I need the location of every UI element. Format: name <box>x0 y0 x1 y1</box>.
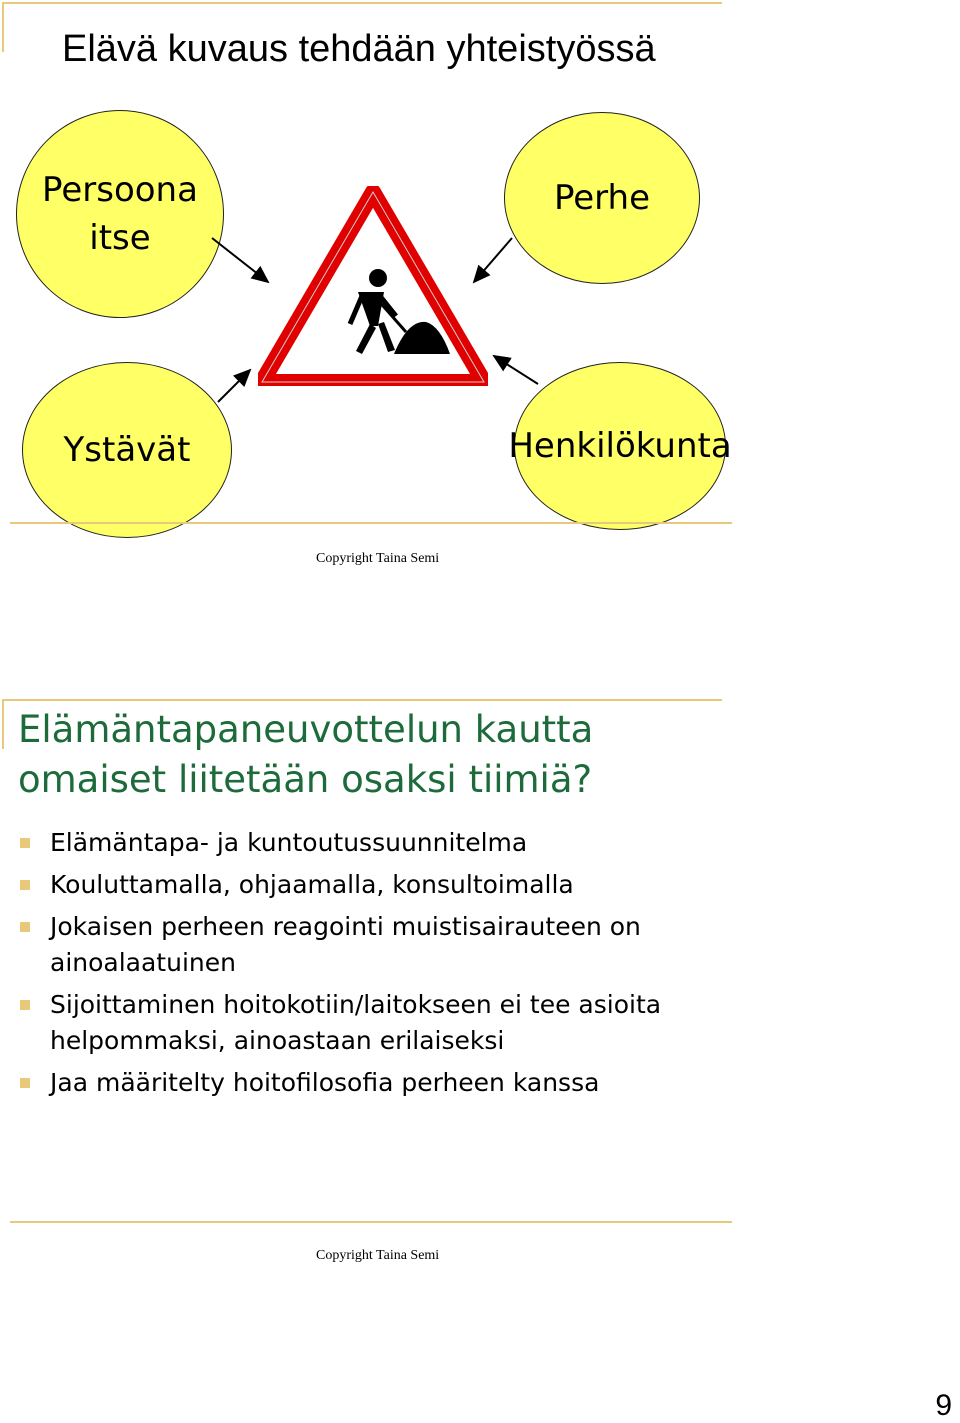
page-number: 9 <box>935 1389 952 1422</box>
list-item-text: Jokaisen perheen reagointi muistisairauteen on ainoalaatuinen <box>50 912 641 977</box>
list-item-text: Kouluttamalla, ohjaamalla, konsultoimalla <box>50 870 574 899</box>
bullet-square-icon <box>20 922 30 932</box>
slide-left-border <box>2 699 4 749</box>
bullet-square-icon <box>20 880 30 890</box>
connector-arrows <box>0 0 740 520</box>
slide-2 <box>0 695 740 1295</box>
slide-footer-rule <box>10 1221 732 1223</box>
bullet-square-icon <box>20 1000 30 1010</box>
list-item <box>20 987 740 1059</box>
slide-title-line1: Elämäntapaneuvottelun kautta <box>18 708 594 751</box>
bubble-staff-label: Henkilökunta <box>508 426 732 466</box>
slide-footer-rule <box>10 522 732 524</box>
copyright: Copyright Taina Semi <box>316 551 440 566</box>
list-item-text: Sijoittaminen hoitokotiin/laitokseen ei tee asioita helpommaksi, ainoastaan erilaiseksi <box>50 990 662 1055</box>
bullet-list <box>20 825 740 1107</box>
bubble-persona-line1: Persoona <box>42 170 198 210</box>
bubble-family-label: Perhe <box>553 178 651 218</box>
slide-title <box>18 705 718 805</box>
bullet-square-icon <box>20 838 30 848</box>
list-item <box>20 867 740 903</box>
copyright: Copyright Taina Semi <box>316 1248 440 1263</box>
slide-1 <box>0 0 740 600</box>
list-item-text: Jaa määritelty hoitofilosofia perheen kanssa <box>50 1068 600 1097</box>
slide-top-border <box>2 699 722 701</box>
list-item <box>20 1065 740 1101</box>
list-item-text: Elämäntapa- ja kuntoutussuunnitelma <box>50 828 528 857</box>
arrow-persona <box>212 238 268 282</box>
list-item <box>20 825 740 861</box>
arrow-family <box>474 238 512 282</box>
bubble-friends-label: Ystävät <box>63 430 191 470</box>
bullet-square-icon <box>20 1078 30 1088</box>
slide-title-line2: omaiset liitetään osaksi tiimiä? <box>18 758 593 801</box>
arrow-friends <box>218 370 250 402</box>
arrow-staff <box>494 356 538 384</box>
bubble-persona-line2: itse <box>89 218 151 258</box>
list-item <box>20 909 740 981</box>
slide-title: Elävä kuvaus tehdään yhteistyössä <box>62 28 656 70</box>
